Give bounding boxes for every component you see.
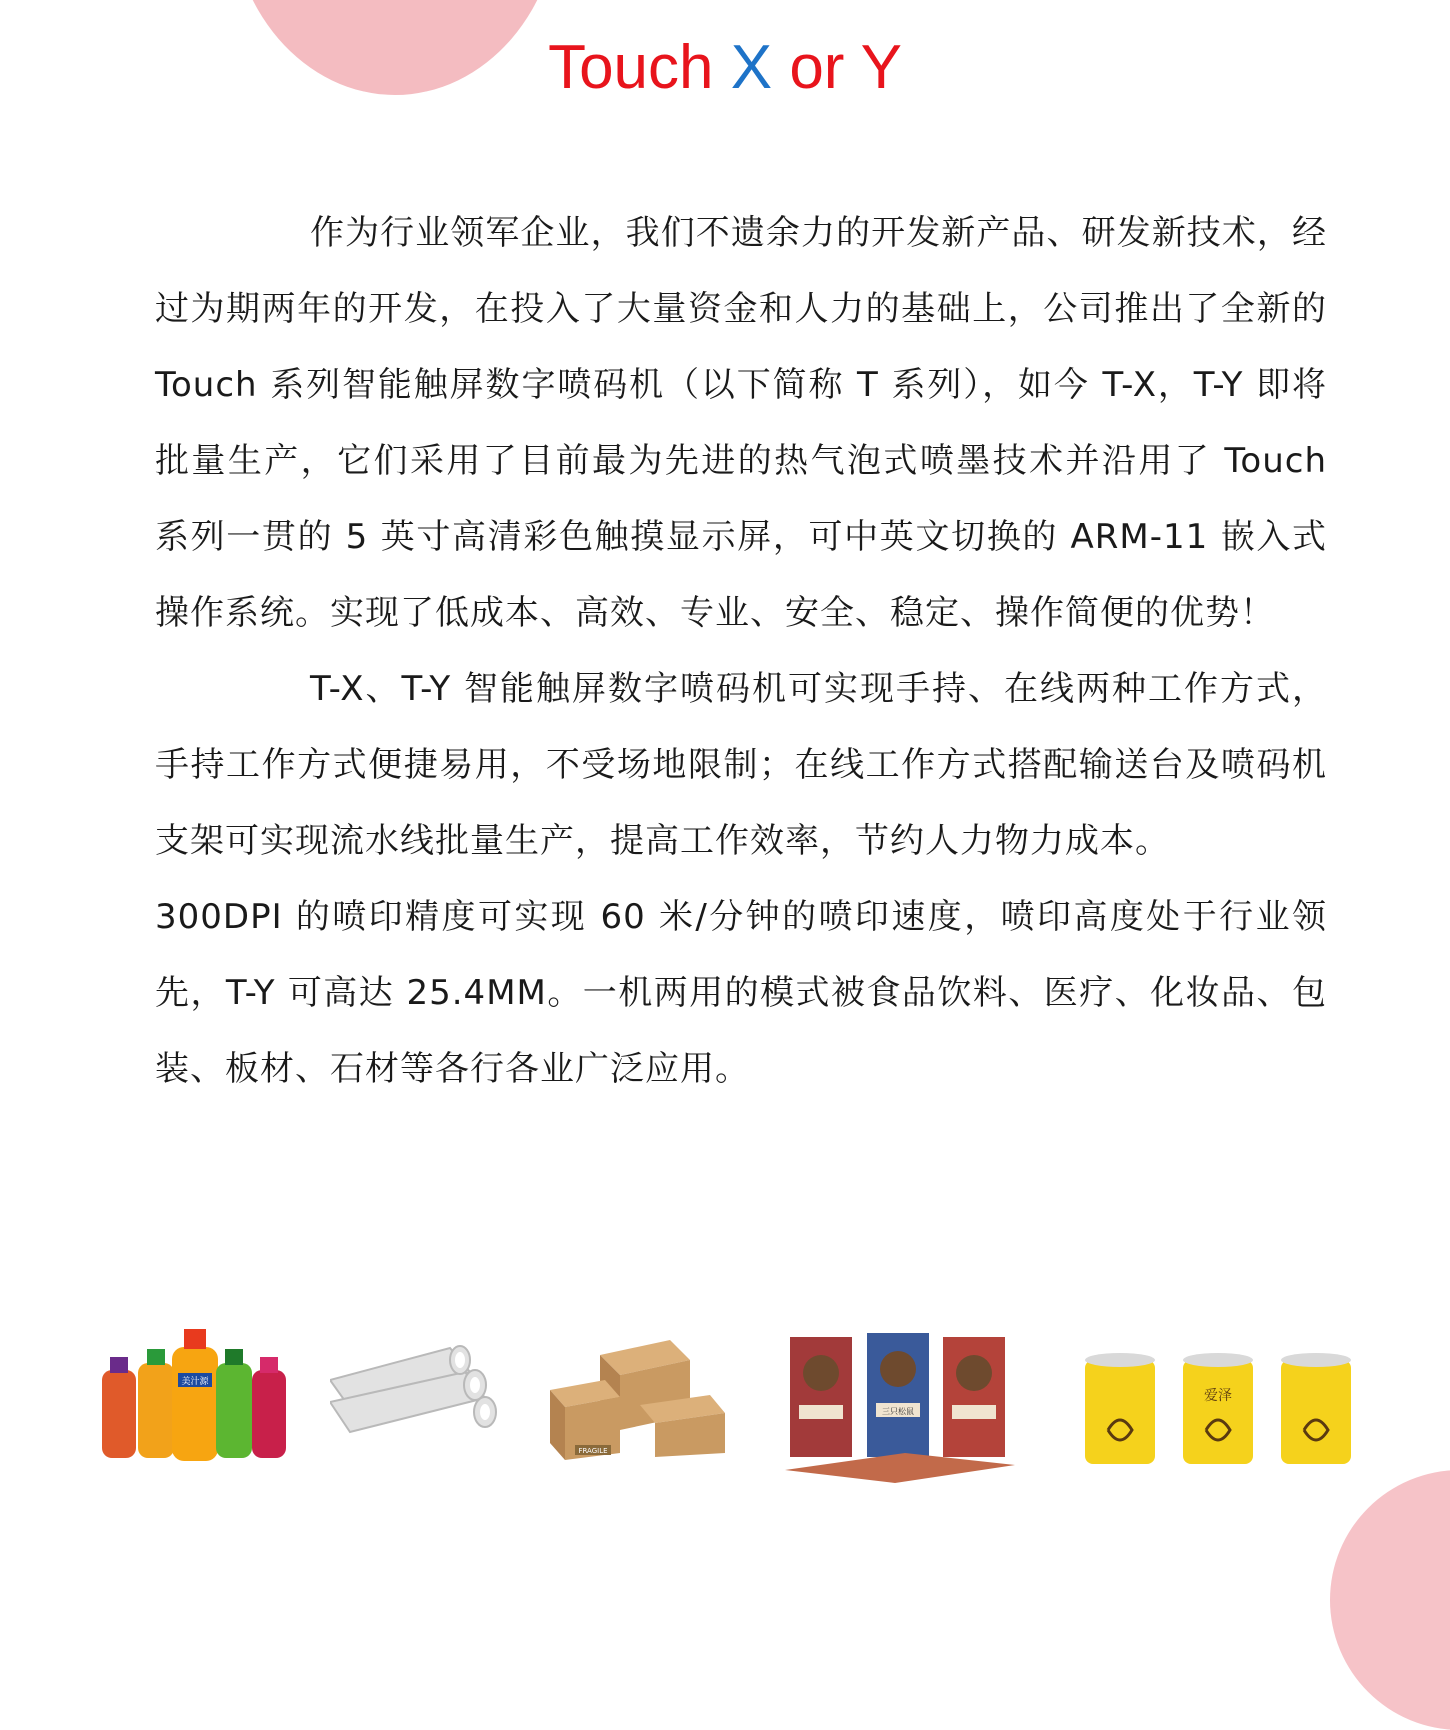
title-or: or (772, 33, 861, 102)
title-y: Y (860, 33, 902, 102)
page-title (0, 30, 1450, 106)
fragile-label: FRAGILE (578, 1447, 608, 1455)
paragraph-work-modes: T-X、T-Y 智能触屏数字喷码机可实现手持、在线两种工作方式，手持工作方式便捷易用，不受场地限制；在线工作方式搭配输送台及喷码机支架可实现流水线批量生产，提高工作效率，节约人力物力成本。 (155, 669, 1327, 861)
beverage-cans-image (1080, 1350, 1360, 1470)
snack-bags-image (785, 1325, 1015, 1485)
paragraph-specs: 300DPI 的喷印精度可实现 60 米/分钟的喷印速度，喷印高度处于行业领先，T-Y 可高达 25.4MM。一机两用的模式被食品饮料、医疗、化妆品、包装、板材、石材等各行各业广泛应用。 (155, 897, 1327, 1089)
juice-bottles-image (100, 1325, 290, 1465)
can-brand-label: 爱泽 (1204, 1388, 1232, 1404)
title-touch: Touch (548, 33, 731, 102)
pvc-pipes-image (330, 1340, 500, 1450)
intro-text (155, 195, 1327, 1107)
snack-brand-label: 三只松鼠 (882, 1407, 914, 1416)
title-x: X (730, 33, 773, 102)
cardboard-boxes-image (520, 1335, 745, 1460)
juice-brand-label: 美汁源 (181, 1377, 209, 1387)
application-gallery (0, 1325, 1450, 1545)
paragraph-intro: 作为行业领军企业，我们不遗余力的开发新产品、研发新技术，经过为期两年的开发，在投入了大量资金和人力的基础上，公司推出了全新的 Touch 系列智能触屏数字喷码机（以下简称 T 系列），如今 T-X，T-Y 即将批量生产，它们采用了目前最为先进的热气泡式喷墨技术并沿用了 Touch 系列一贯的 5 英寸高清彩色触摸显示屏，可中英文切换的 ARM-11 嵌入式操作系统。实现了低成本、高效、专业、安全、稳定、操作简便的优势！ (155, 213, 1327, 633)
